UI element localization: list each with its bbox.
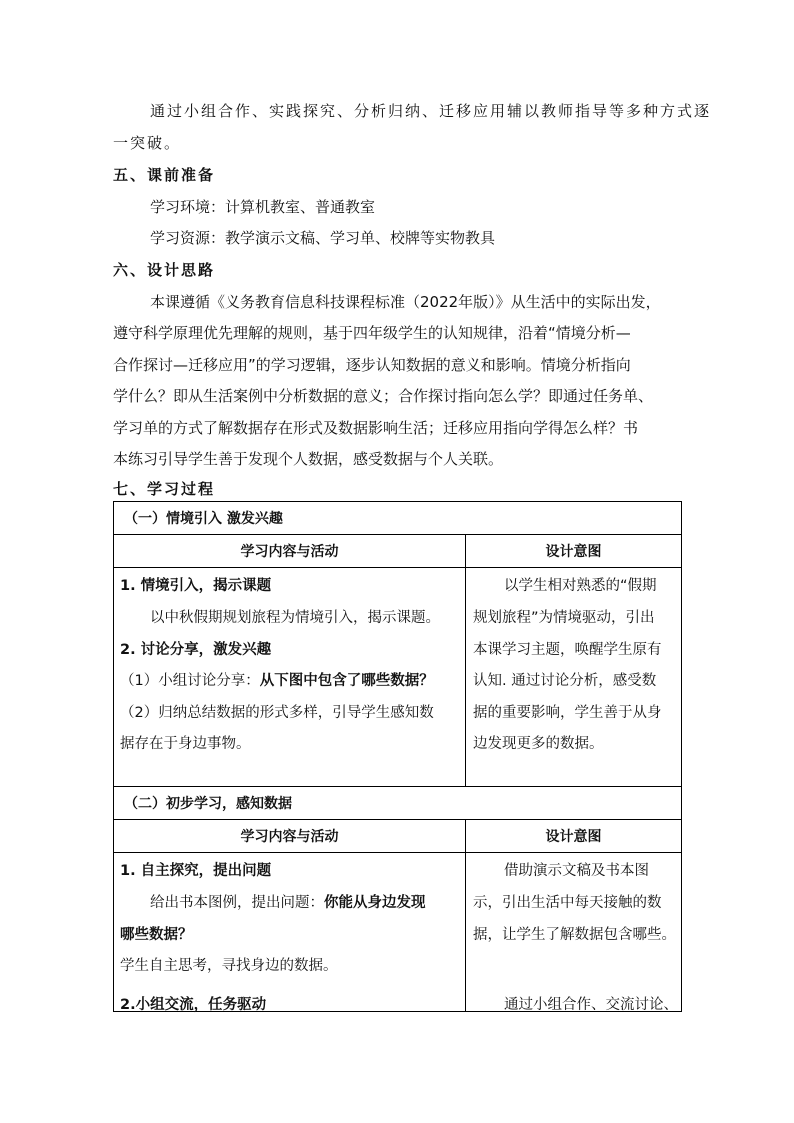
part2-header-row bbox=[114, 820, 682, 853]
part1-intent-line: 边发现更多的数据。 bbox=[473, 736, 604, 752]
part2-intent2-line: 通过小组合作、交流讨论、 bbox=[504, 997, 678, 1013]
part2-item1-title: 1. 自主探究，提出问题 bbox=[120, 863, 272, 879]
part2-item2-title: 2.小组交流，任务驱动 bbox=[120, 997, 267, 1013]
section6-line-2: 遵守科学原理优先理解的规则，基于四年级学生的认知规律，沿着“情境分析— bbox=[113, 324, 631, 342]
part1-item2-point2-line2: 据存在于身边事物。 bbox=[120, 736, 251, 752]
col-content-header: 学习内容与活动 bbox=[114, 820, 466, 853]
part1-title-row bbox=[114, 502, 682, 535]
col-content-header: 学习内容与活动 bbox=[114, 535, 466, 568]
part1-item1-text: 以中秋假期规划旅程为情境引入，揭示课题。 bbox=[150, 610, 440, 626]
part2-body-row bbox=[114, 853, 682, 1012]
learning-process-table bbox=[113, 501, 682, 1012]
part1-intent-line: 本课学习主题，唤醒学生原有 bbox=[473, 642, 662, 658]
part2-title: （二）初步学习，感知数据 bbox=[114, 787, 682, 820]
part1-item2-question-prefix: （1）小组讨论分享： bbox=[120, 673, 260, 689]
part1-item2-question bbox=[120, 669, 434, 690]
part2-intent-line: 示，引出生活中每天接触的数 bbox=[473, 895, 662, 911]
part2-content-cell bbox=[114, 853, 466, 1012]
section6-heading: 六、设计思路 bbox=[113, 261, 216, 279]
part2-item1-prefix: 给出书本图例，提出问题： bbox=[150, 895, 324, 911]
part2-item1-text2: 学生自主思考，寻找身边的数据。 bbox=[120, 958, 338, 974]
part1-item2-question-bold: 从下图中包含了哪些数据？ bbox=[259, 673, 434, 689]
part1-header-row bbox=[114, 535, 682, 568]
section6-line-3: 合作探讨—迁移应用”的学习逻辑，逐步认知数据的意义和影响。情境分析指向 bbox=[113, 356, 631, 374]
part1-intent-line: 据的重要影响，学生善于从身 bbox=[473, 705, 662, 721]
part2-title-row bbox=[114, 787, 682, 820]
part1-title: （一）情境引入 激发兴趣 bbox=[114, 502, 682, 535]
section6-line-6: 本练习引导学生善于发现个人数据，感受数据与个人关联。 bbox=[113, 450, 504, 468]
part1-intent-line: 规划旅程”为情境驱动，引出 bbox=[473, 610, 655, 626]
part1-body-row bbox=[114, 568, 682, 787]
section5-heading: 五、课前准备 bbox=[113, 166, 216, 184]
part2-intent-line: 据，让学生了解数据包含哪些。 bbox=[473, 927, 676, 943]
section6-line-1: 本课遵循《义务教育信息科技课程标准（2022年版）》从生活中的实际出发， bbox=[150, 293, 661, 311]
part2-intent-line: 借助演示文稿及书本图 bbox=[504, 863, 649, 879]
section7-heading: 七、学习过程 bbox=[113, 480, 216, 498]
part2-item1-bold1: 你能从身边发现 bbox=[324, 895, 426, 911]
intro-line-2: 一突破。 bbox=[113, 134, 182, 152]
section5-environment: 学习环境：计算机教室、普通教室 bbox=[150, 198, 376, 216]
intro-line-1: 通过小组合作、实践探究、分析归纳、迁移应用辅以教师指导等多种方式逐 bbox=[150, 102, 712, 120]
part1-item2-point2-line1: （2）归纳总结数据的形式多样，引导学生感知数 bbox=[120, 705, 434, 721]
part1-item2-title: 2. 讨论分享，激发兴趣 bbox=[120, 642, 272, 658]
part2-intent-cell bbox=[466, 853, 682, 1012]
part1-content-cell bbox=[114, 568, 466, 787]
part1-item1-title: 1. 情境引入，揭示课题 bbox=[120, 578, 272, 594]
part2-item1-bold2: 哪些数据？ bbox=[120, 927, 193, 943]
part1-intent-line: 认知. 通过讨论分析，感受数 bbox=[473, 673, 657, 689]
part2-item1-question bbox=[150, 891, 426, 912]
part1-intent-cell bbox=[466, 568, 682, 787]
part1-intent-line: 以学生相对熟悉的“假期 bbox=[504, 578, 657, 594]
col-intent-header: 设计意图 bbox=[466, 820, 682, 853]
section5-resources: 学习资源：教学演示文稿、学习单、校牌等实物教具 bbox=[150, 229, 496, 247]
section6-line-4: 学什么？即从生活案例中分析数据的意义；合作探讨指向怎么学？即通过任务单、 bbox=[113, 387, 654, 405]
section6-line-5: 学习单的方式了解数据存在形式及数据影响生活；迁移应用指向学得怎么样？书 bbox=[113, 419, 639, 437]
col-intent-header: 设计意图 bbox=[466, 535, 682, 568]
